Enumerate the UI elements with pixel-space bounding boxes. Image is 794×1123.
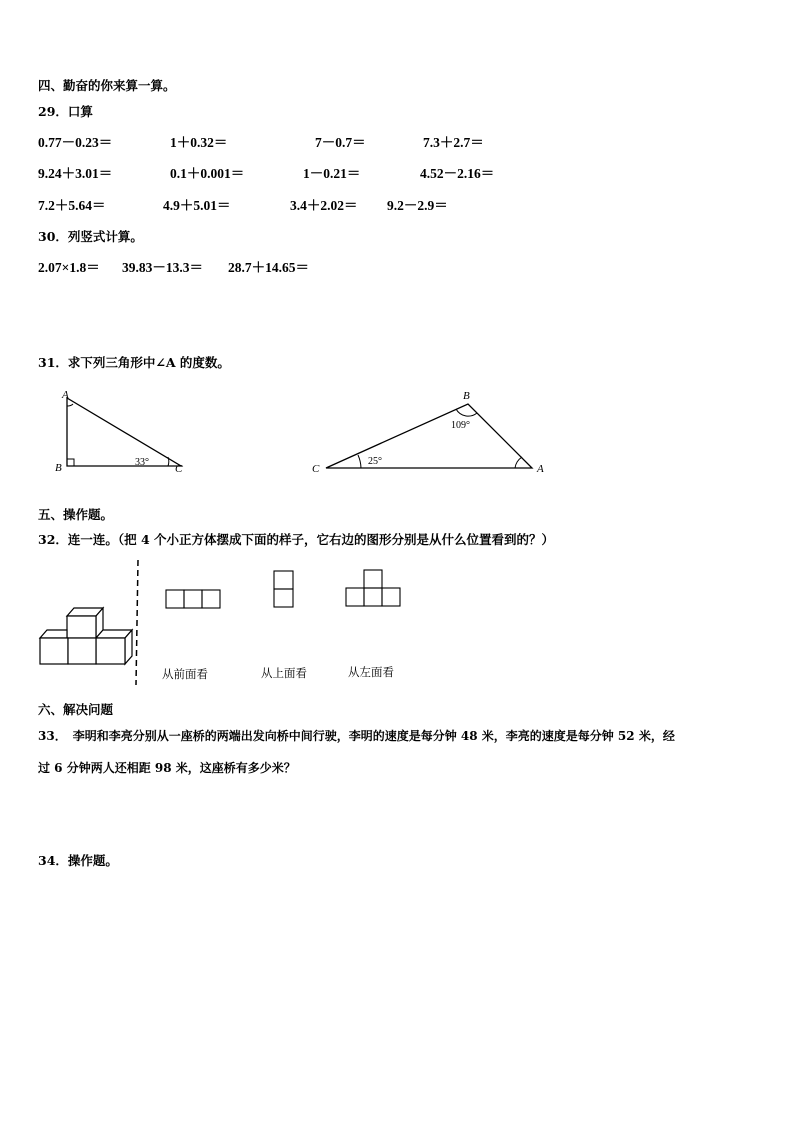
question-33-line-2: 过 6 分钟两人还相距 98 米，这座桥有多少米？	[38, 761, 296, 775]
vertical-calc-item: 28.7＋14.65＝	[228, 260, 309, 275]
question-30-label: 30．列竖式计算。	[38, 229, 143, 244]
oral-calc-item: 0.1＋0.001＝	[170, 166, 245, 181]
question-32-label: 32．连一连。（把 4 个小正方体摆成下面的样子，它右边的图形分别是从什么位置看到的？）	[38, 532, 555, 547]
top-view-shape	[273, 570, 297, 610]
dashed-divider	[135, 560, 141, 685]
vertex-label-c: C	[312, 463, 320, 475]
oral-calc-item: 7－0.7＝	[315, 135, 366, 150]
section-heading-6: 六、解决问题	[38, 702, 114, 717]
question-34-label: 34．操作题。	[38, 853, 118, 868]
angle-label-c: 33°	[135, 457, 149, 468]
view-label-left: 从左面看	[348, 665, 394, 679]
vertex-label-b: B	[463, 390, 470, 402]
section-heading-4: 四、勤奋的你来算一算。	[38, 78, 176, 93]
section-heading-5: 五、操作题。	[38, 507, 114, 522]
question-31-label: 31．求下列三角形中∠A 的度数。	[38, 355, 230, 370]
vertical-calc-item: 2.07×1.8＝	[38, 260, 100, 275]
oral-calc-item: 1＋0.32＝	[170, 135, 228, 150]
vertex-label-a: A	[62, 389, 69, 401]
view-label-front: 从前面看	[162, 667, 208, 681]
question-33-line-1: 33． 李明和李亮分别从一座桥的两端出发向桥中间行驶，李明的速度是每分钟 48 米，李亮的速度是每分钟 52 米，经	[38, 729, 675, 743]
oral-calc-item: 0.77－0.23＝	[38, 135, 113, 150]
angle-label-c: 25°	[368, 456, 382, 467]
oral-calc-item: 4.52－2.16＝	[420, 166, 495, 181]
vertex-label-a: A	[537, 463, 544, 475]
vertex-label-c: C	[175, 463, 183, 475]
oral-calc-item: 4.9＋5.01＝	[163, 198, 231, 213]
obtuse-triangle-figure	[310, 385, 555, 480]
vertex-label-b: B	[55, 462, 62, 474]
front-view-shape	[165, 589, 223, 611]
oral-calc-item: 9.2－2.9＝	[387, 198, 448, 213]
question-29-label: 29．口算	[38, 104, 93, 119]
right-triangle-figure	[50, 385, 200, 480]
oral-calc-item: 7.3＋2.7＝	[423, 135, 484, 150]
vertical-calc-item: 39.83－13.3＝	[122, 260, 203, 275]
oral-calc-item: 1－0.21＝	[303, 166, 361, 181]
view-label-top: 从上面看	[261, 666, 307, 680]
angle-label-b: 109°	[451, 420, 470, 431]
oral-calc-item: 9.24＋3.01＝	[38, 166, 113, 181]
oral-calc-item: 7.2＋5.64＝	[38, 198, 106, 213]
cube-stack-figure	[40, 600, 135, 670]
left-view-shape	[344, 569, 404, 609]
oral-calc-item: 3.4＋2.02＝	[290, 198, 358, 213]
